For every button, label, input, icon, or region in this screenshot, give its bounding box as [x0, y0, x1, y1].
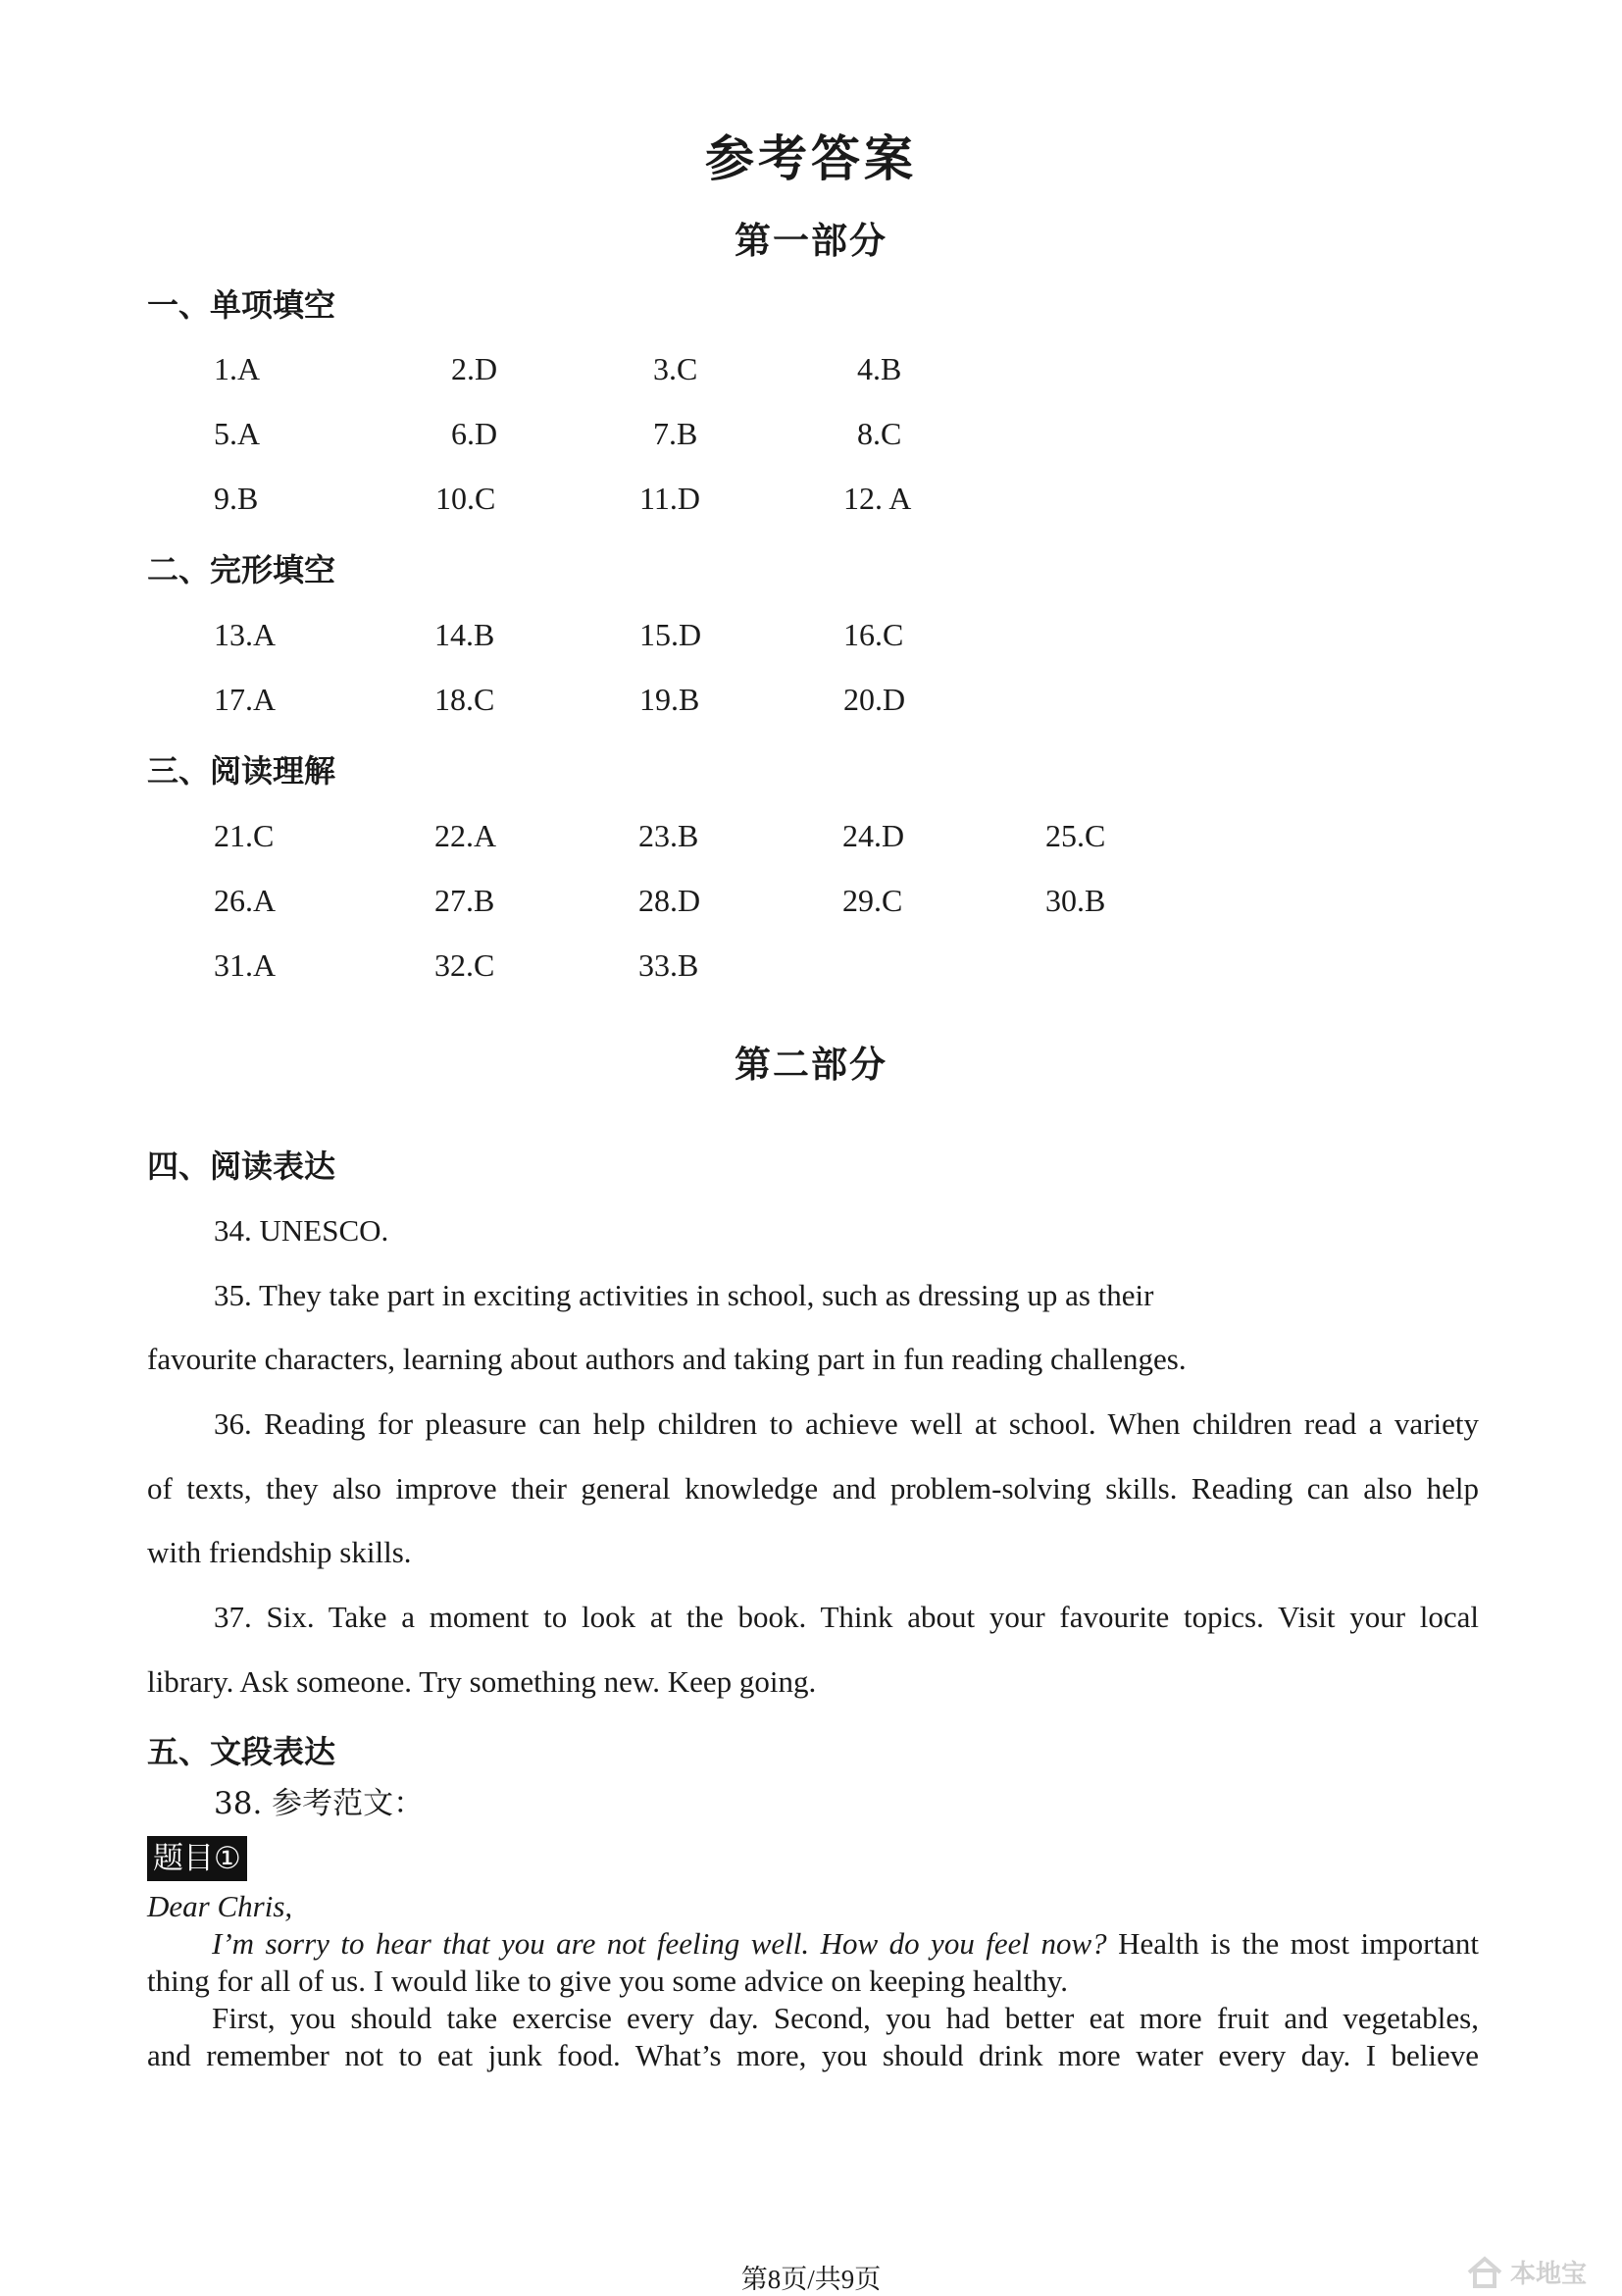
answer-item: 22.A: [434, 818, 497, 853]
essay-p2-line2: [147, 2040, 1479, 2070]
answer-item: 20.D: [843, 682, 906, 717]
answer-36-line2: [147, 1473, 1479, 1504]
answer-34: 34. UNESCO.: [214, 1213, 389, 1248]
section1-heading: 一、单项填空: [147, 286, 336, 324]
answer-item: 9.B: [214, 481, 259, 516]
section3-heading: 三、阅读理解: [147, 752, 336, 790]
answer-item: 11.D: [639, 481, 700, 516]
answer-item: 17.A: [214, 682, 277, 717]
answer-36-line3: with friendship skills.: [147, 1535, 412, 1569]
answer-item: 6.D: [451, 416, 498, 451]
answer-item: 32.C: [434, 947, 495, 983]
watermark: [1465, 2254, 1587, 2290]
essay-p2-text: First, you should take exercise every day. Second, you had better eat more fruit and vegetables,: [212, 2001, 1479, 2035]
answer-item: 33.B: [638, 947, 699, 983]
answer-38-label: 38. 参考范文：: [214, 1786, 425, 1821]
answer-item: 4.B: [857, 351, 902, 386]
answer-37-line1: [214, 1602, 1479, 1632]
answer-36-line1: [214, 1408, 1479, 1439]
page-footer: 第8页/共9页: [740, 2265, 882, 2294]
answer-37-line2: library. Ask someone. Try something new. Keep going.: [147, 1664, 817, 1699]
answer-item: 19.B: [639, 682, 700, 717]
section5-heading: 五、文段表达: [147, 1733, 336, 1770]
answer-item: 8.C: [857, 416, 902, 451]
answer-item: 31.A: [214, 947, 277, 983]
answer-item: 5.A: [214, 416, 261, 451]
part1-heading: 第一部分: [735, 222, 887, 262]
answer-item: 7.B: [653, 416, 698, 451]
page-title: 参考答案: [705, 131, 917, 186]
answer-37-text: 37. Six. Take a moment to look at the book. Think about your favourite topics. Visit your local: [214, 1600, 1479, 1634]
answer-35-line1: 35. They take part in exciting activities in school, such as dressing up as their: [214, 1278, 1154, 1312]
answer-item: 3.C: [653, 351, 698, 386]
answer-item: 10.C: [435, 481, 496, 516]
answer-item: 26.A: [214, 883, 277, 918]
answer-item: 14.B: [434, 617, 495, 652]
answer-item: 30.B: [1045, 883, 1106, 918]
answer-item: 29.C: [842, 883, 903, 918]
essay-p1-rest: Health is the most important: [1106, 1926, 1479, 1961]
essay-p2-text: and remember not to eat junk food. What’s more, you should drink more water every day. I believe: [147, 2038, 1479, 2072]
answer-item: 15.D: [639, 617, 702, 652]
answer-item: 13.A: [214, 617, 277, 652]
answer-item: 23.B: [638, 818, 699, 853]
part2-heading: 第二部分: [735, 1046, 887, 1086]
essay-greeting: Dear Chris,: [147, 1889, 293, 1923]
answer-item: 24.D: [842, 818, 905, 853]
answer-item: 2.D: [451, 351, 498, 386]
answer-item: 18.C: [434, 682, 495, 717]
section4-heading: 四、阅读表达: [147, 1148, 336, 1185]
answer-item: 1.A: [214, 351, 261, 386]
section2-heading: 二、完形填空: [147, 551, 336, 588]
topic-tag: 题目①: [147, 1836, 247, 1881]
essay-p1-line1: [212, 1928, 1479, 1959]
essay-p1-italic: I’m sorry to hear that you are not feeling well. How do you feel now?: [212, 1926, 1107, 1961]
answer-item: 27.B: [434, 883, 495, 918]
answer-35-line2: favourite characters, learning about authors and taking part in fun reading challenges.: [147, 1342, 1187, 1376]
answer-36-text: 36. Reading for pleasure can help children to achieve well at school. When children read a variety: [214, 1406, 1479, 1441]
answer-item: 16.C: [843, 617, 904, 652]
answer-item: 21.C: [214, 818, 275, 853]
answer-item: 28.D: [638, 883, 701, 918]
answer-item: 25.C: [1045, 818, 1106, 853]
watermark-text: 本地宝: [1510, 2260, 1588, 2289]
essay-p1-line2: thing for all of us. I would like to give you some advice on keeping healthy.: [147, 1964, 1068, 1998]
house-icon: [1465, 2255, 1504, 2290]
answer-item: 12. A: [843, 481, 912, 516]
essay-p2-line1: [212, 2003, 1479, 2033]
answer-36-text: of texts, they also improve their general knowledge and problem-solving skills. Reading can also help: [147, 1471, 1479, 1505]
